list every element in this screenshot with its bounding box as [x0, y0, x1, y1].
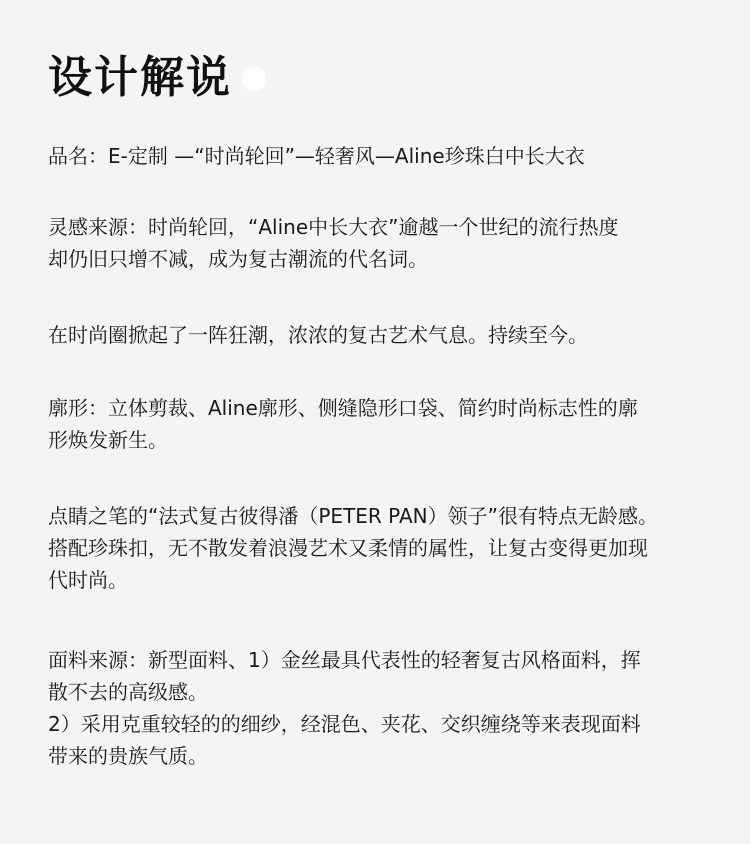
text-line: 品名：E-定制 —“时尚轮回”—轻奢风—Aline珍珠白中长大衣	[48, 144, 585, 168]
circle-dot-icon	[242, 67, 266, 91]
inspiration-paragraph	[48, 211, 718, 275]
text-line: 却仍旧只增不减，成为复古潮流的代名词。	[48, 247, 428, 271]
text-line: 面料来源：新型面料、1）金丝最具代表性的轻奢复古风格面料，挥	[48, 648, 641, 672]
title-row	[48, 48, 266, 108]
text-line: 形焕发新生。	[48, 428, 168, 452]
text-line: 在时尚圈掀起了一阵狂潮，浓浓的复古艺术气息。持续至今。	[48, 323, 588, 347]
text-line: 点睛之笔的“法式复古彼得潘（PETER PAN）领子”很有特点无龄感。	[48, 504, 658, 528]
text-line: 散不去的高级感。	[48, 680, 208, 704]
text-line: 廓形：立体剪裁、Aline廓形、侧缝隐形口袋、简约时尚标志性的廓	[48, 396, 638, 420]
product-name-paragraph	[48, 140, 718, 172]
text-line: 灵感来源：时尚轮回，“Aline中长大衣”逾越一个世纪的流行热度	[48, 215, 619, 239]
trend-paragraph	[48, 319, 718, 351]
fabric-paragraph	[48, 644, 718, 772]
silhouette-paragraph	[48, 392, 718, 456]
text-line: 代时尚。	[48, 568, 128, 592]
page-title: 设计解说	[48, 52, 232, 103]
highlight-paragraph	[48, 500, 718, 596]
text-line: 2）采用克重较轻的的细纱，经混色、夹花、交织缠绕等来表现面料	[48, 712, 641, 736]
text-line: 带来的贵族气质。	[48, 744, 208, 768]
text-line: 搭配珍珠扣，无不散发着浪漫艺术又柔情的属性，让复古变得更加现	[48, 536, 648, 560]
